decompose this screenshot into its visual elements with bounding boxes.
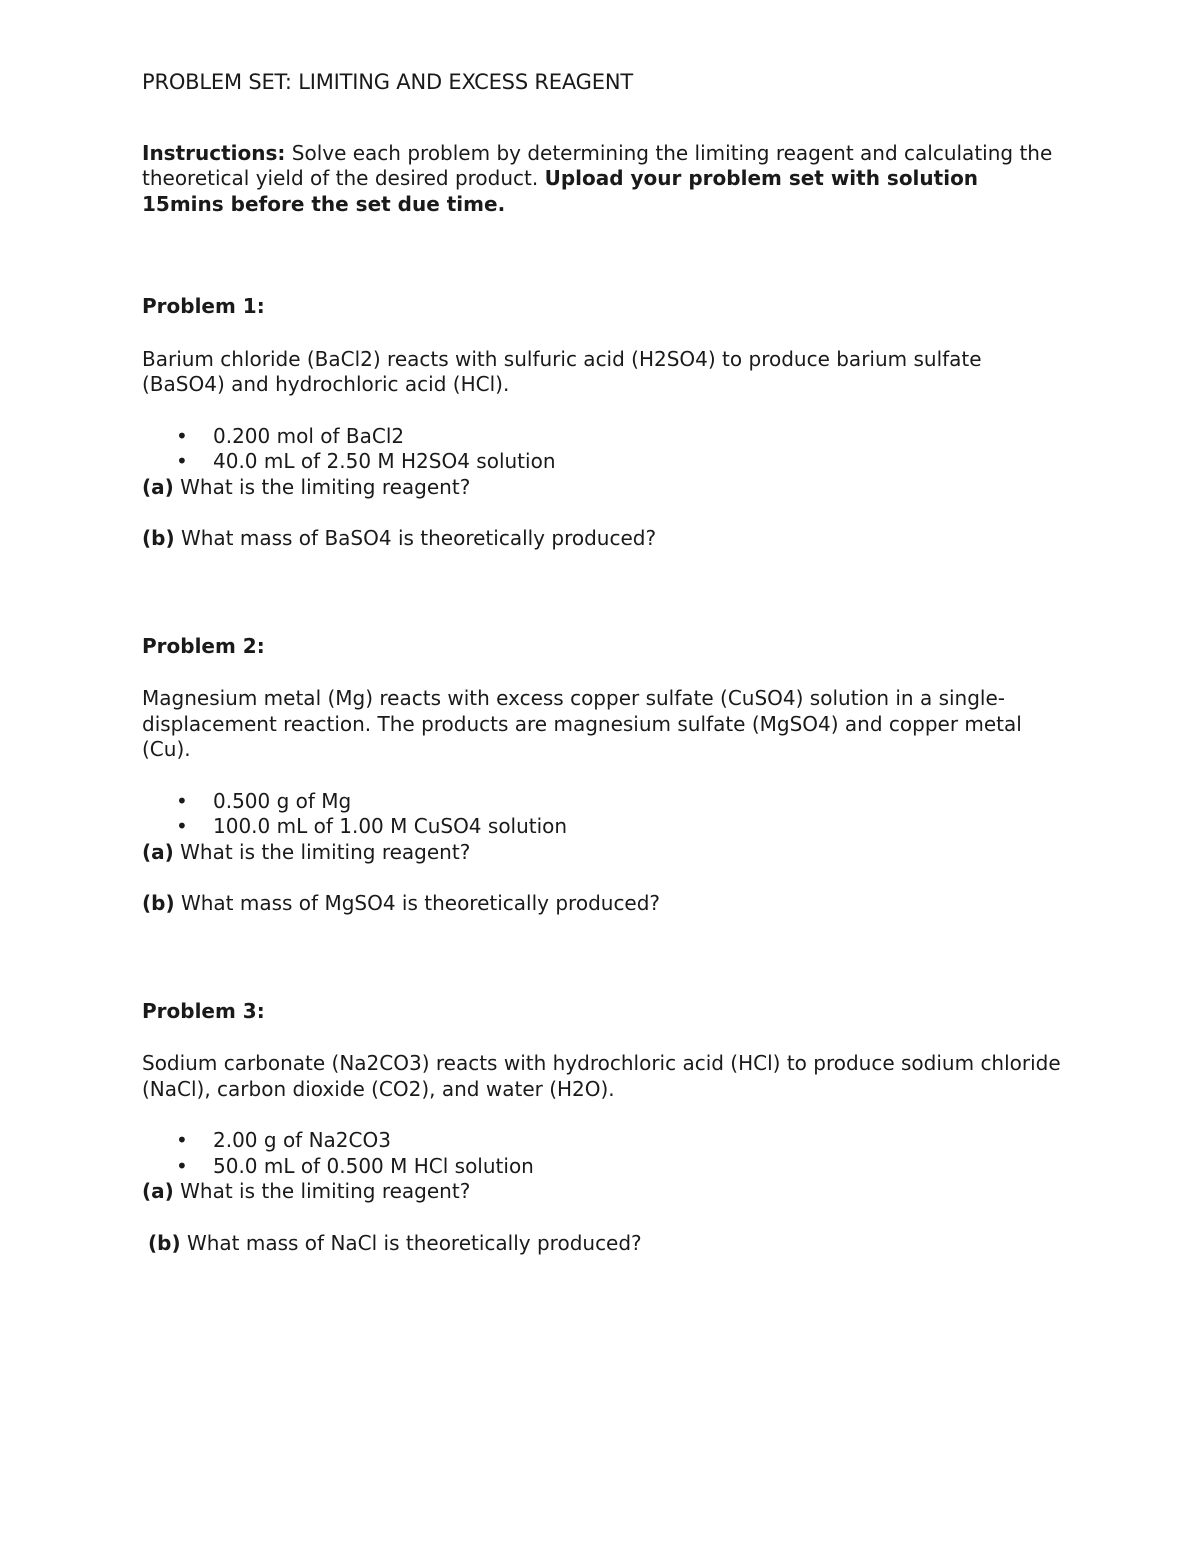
instructions-label: Instructions: [142,140,286,165]
problem-text: Sodium carbonate (Na2CO3) reacts with hydrochloric acid (HCl) to produce sodium chloride (NaCl), carbon dioxide (CO2), and water (H2O). [142,1051,1061,1101]
question-text: What is the limiting reagent? [173,839,471,864]
given-text: 40.0 mL of 2.50 M H2SO4 solution [213,449,556,473]
bullet-icon: • [176,1153,188,1178]
given-text: 0.500 g of Mg [213,788,352,813]
question-text: What mass of BaSO4 is theoretically produced? [174,526,657,550]
bullet-icon: • [176,788,188,813]
givens-list [142,789,1062,840]
problem-text: Magnesium metal (Mg) reacts with excess copper sulfate (CuSO4) solution in a single-displacement reaction. The products are magnesium sulfate (MgSO4) and copper metal (Cu). [142,686,1022,761]
question-a [142,840,1062,866]
given-text: 100.0 mL of 1.00 M CuSO4 solution [213,814,568,838]
problem-text: Barium chloride (BaCl2) reacts with sulfuric acid (H2SO4) to produce barium sulfate (BaSO4) and hydrochloric acid (HCl). [142,346,982,396]
bullet-icon: • [176,814,188,838]
bullet-icon: • [176,449,188,473]
document-title: PROBLEM SET: LIMITING AND EXCESS REAGENT [142,70,633,94]
problem-1 [142,294,1062,552]
problem-heading: Problem 3: [142,998,265,1023]
list-item [142,1154,1062,1180]
list-item [142,814,1062,840]
given-text: 0.200 mol of BaCl2 [213,423,405,448]
bullet-icon: • [176,423,188,448]
givens-list [142,1128,1062,1179]
list-item [142,789,1062,815]
given-text: 50.0 mL of 0.500 M HCl solution [213,1153,534,1178]
question-a [142,1179,1062,1205]
problem-2 [142,634,1062,917]
problem-heading: Problem 1: [142,294,265,318]
problem-heading: Problem 2: [142,633,265,658]
document-page [142,70,1062,1256]
instructions-emphasis: Upload your problem set with solution 15mins before the set due time. [142,166,979,216]
instructions [142,141,1062,218]
givens-list [142,424,1062,475]
list-item [142,424,1062,450]
question-label: (b) [142,526,175,550]
instructions-text: Solve each problem by determining the limiting reagent and calculating the theoretical yield of the desired product. [142,140,1053,190]
list-item [142,449,1062,475]
question-b [142,891,1062,917]
given-text: 2.00 g of Na2CO3 [213,1128,391,1152]
question-text: What is the limiting reagent? [173,1179,471,1203]
question-label: (b) [142,891,175,915]
question-label: (a) [142,1179,174,1203]
question-b [142,1231,1062,1257]
question-label: (b) [148,1230,181,1255]
bullet-icon: • [176,1128,188,1152]
question-a [142,475,1062,501]
question-label: (a) [142,839,174,864]
question-text: What mass of MgSO4 is theoretically produced? [174,891,661,915]
question-label: (a) [142,474,174,499]
list-item [142,1128,1062,1154]
question-b [142,526,1062,552]
question-text: What is the limiting reagent? [173,474,471,499]
question-text: What mass of NaCl is theoretically produced? [180,1230,642,1255]
problem-3 [142,999,1062,1257]
